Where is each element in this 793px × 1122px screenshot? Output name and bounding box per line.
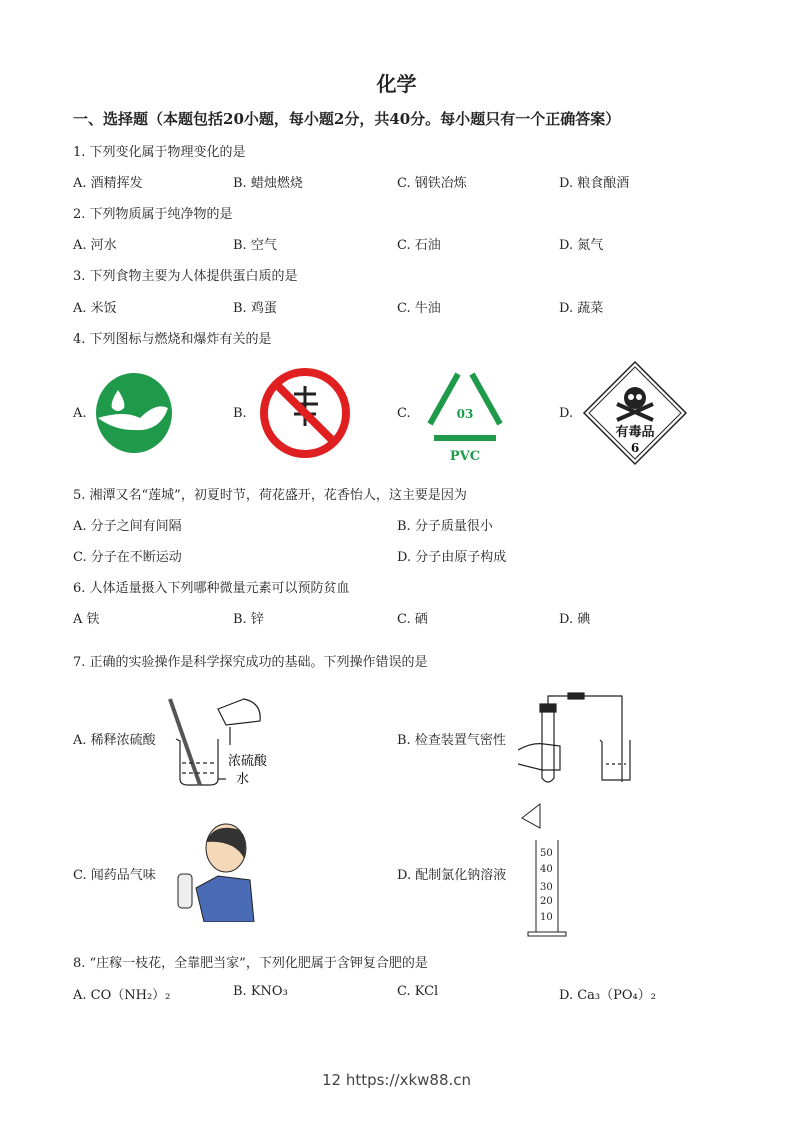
- option: A. 稀释浓硫酸: [73, 733, 156, 748]
- question-4: 4. 下列图标与燃烧和爆炸有关的是: [73, 332, 272, 347]
- question-2: 2. 下列物质属于纯净物的是: [73, 207, 233, 222]
- student-smelling-figure: [174, 822, 258, 922]
- recycle-number: 03: [456, 407, 474, 421]
- option: A. 河水: [73, 238, 117, 253]
- tick-label: 20: [540, 896, 553, 907]
- option: C. 石油: [397, 238, 441, 253]
- water-label: 水: [236, 772, 250, 787]
- option: A. CO（NH₂）₂: [73, 988, 171, 1003]
- recycle-pvc-icon: [420, 366, 510, 466]
- toxic-label: 有毒品: [615, 425, 655, 440]
- option: C. KCl: [397, 984, 439, 999]
- no-fireworks-icon: [258, 366, 352, 460]
- question-7: 7. 正确的实验操作是科学探究成功的基础。下列操作错误的是: [73, 655, 428, 670]
- option: D.: [559, 406, 574, 421]
- option: D. 粮食酿酒: [559, 176, 630, 191]
- option: D. 配制氯化钠溶液: [397, 868, 507, 883]
- acid-label: 浓硫酸: [228, 754, 268, 769]
- option: D. 分子由原子构成: [397, 550, 507, 565]
- option: B. KNO₃: [233, 984, 288, 999]
- option: A. 酒精挥发: [73, 176, 143, 191]
- option: A.: [73, 406, 87, 421]
- option: A. 米饭: [73, 301, 117, 316]
- graduated-cylinder-figure: [520, 802, 570, 942]
- option: B.: [233, 406, 247, 421]
- option: C. 硒: [397, 612, 428, 627]
- question-1: 1. 下列变化属于物理变化的是: [73, 145, 246, 160]
- option: C. 闻药品气味: [73, 868, 156, 883]
- section-heading: 一、选择题（本题包括20小题，每小题2分，共40分。每小题只有一个正确答案）: [73, 110, 621, 128]
- toxic-icon: [582, 360, 688, 466]
- toxic-class: 6: [630, 441, 640, 455]
- page-footer: 12 https://xkw88.cn: [321, 1071, 472, 1089]
- recycle-label: PVC: [449, 449, 481, 464]
- option: D. 碘: [559, 612, 591, 627]
- option: D. 蔬菜: [559, 301, 604, 316]
- tick-label: 10: [540, 912, 553, 923]
- option: B. 空气: [233, 238, 277, 253]
- page-title: 化学: [376, 72, 417, 96]
- question-3: 3. 下列食物主要为人体提供蛋白质的是: [73, 269, 298, 284]
- option: C. 钢铁冶炼: [397, 176, 467, 191]
- option: B. 分子质量很小: [397, 519, 493, 534]
- question-8: 8. “庄稼一枝花，全靠肥当家”，下列化肥属于含钾复合肥的是: [73, 956, 428, 971]
- tick-label: 40: [540, 864, 553, 875]
- tick-label: 30: [540, 882, 553, 893]
- option: A 铁: [73, 612, 100, 627]
- option: A. 分子之间有间隔: [73, 519, 182, 534]
- option: C. 牛油: [397, 301, 441, 316]
- option: D. 氮气: [559, 238, 604, 253]
- cylinder-ticks: [540, 848, 553, 923]
- water-saving-icon: [94, 372, 174, 454]
- option: B. 鸡蛋: [233, 301, 277, 316]
- tick-label: 50: [540, 848, 553, 859]
- option: B. 检查装置气密性: [397, 733, 506, 748]
- option: D. Ca₃（PO₄）₂: [559, 988, 656, 1003]
- option: C.: [397, 406, 411, 421]
- option: C. 分子在不断运动: [73, 550, 182, 565]
- option: B. 蜡烛燃烧: [233, 176, 303, 191]
- option: B. 锌: [233, 612, 264, 627]
- dilute-acid-figure: [148, 693, 288, 789]
- question-5: 5. 湘潭又名“莲城”，初夏时节，荷花盛开，花香怡人，这主要是因为: [73, 488, 467, 503]
- airtightness-figure: [518, 690, 643, 786]
- question-6: 6. 人体适量摄入下列哪种微量元素可以预防贫血: [73, 581, 350, 596]
